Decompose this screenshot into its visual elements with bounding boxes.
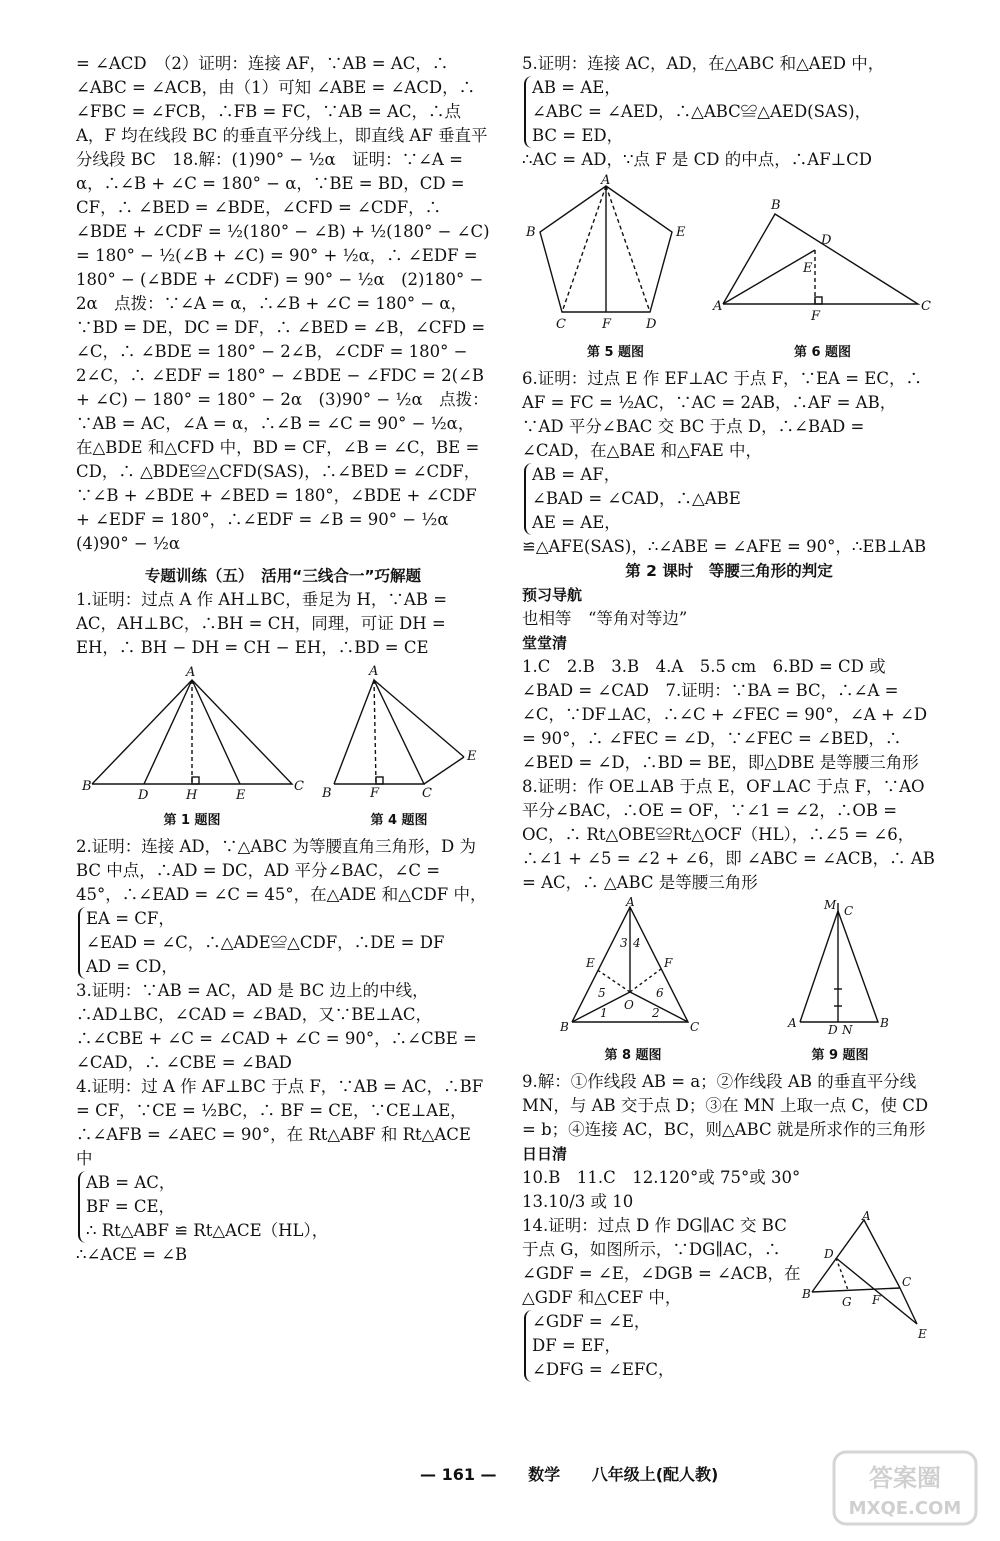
q14-condition-3: ∠DFG = ∠EFC， <box>532 1360 675 1379</box>
q2-condition-3: AD = CD， <box>86 957 178 976</box>
questions-1-7: 1.C 2.B 3.B 4.A 5.5 cm 6.BD = CD 或 ∠BAD = ∠CAD 7.证明：∵BA = BC，∴∠A = ∠C，∵DF⊥AC，∴∠C + ∠FEC = 90°，∠A + ∠D = 90°，∴ ∠FEC = ∠D，∵∠FEC = ∠BED，∴ ∠BED = ∠D，∴BD = BE，即△DBE 是等腰三角形 <box>522 657 928 772</box>
question-13: 13.10/3 或 10 <box>522 1192 634 1211</box>
q5-condition-2: ∠ABC = ∠AED，∴△ABC≌△AED(SAS)， <box>532 102 872 121</box>
svg-text:A: A <box>600 173 610 188</box>
svg-text:5: 5 <box>598 986 606 1000</box>
caption-q8: 第 8 题图 <box>604 1048 662 1063</box>
figure-q4 <box>314 662 484 833</box>
svg-text:D: D <box>138 788 149 803</box>
page-number: — 161 — <box>420 1465 497 1484</box>
figure-q5 <box>526 174 706 365</box>
svg-text:E: E <box>802 261 812 276</box>
question-2: 2.证明：连接 AD，∵△ABC 为等腰直角三角形，D 为 BC 中点，∴AD = DC，AD 平分∠BAC，∠C = 45°，∴∠EAD = ∠C = 45°，在△ADE 和△CDF 中， <box>76 837 487 904</box>
caption-q4: 第 4 题图 <box>370 813 428 828</box>
caption-q5: 第 5 题图 <box>586 345 645 360</box>
svg-text:B: B <box>525 225 536 240</box>
svg-text:B: B <box>880 1016 889 1030</box>
heading-daily: 日日清 <box>522 1145 568 1163</box>
svg-text:C: C <box>690 1020 700 1034</box>
svg-text:O: O <box>624 998 634 1012</box>
q4-condition-2: BF = CE， <box>86 1197 176 1216</box>
brace-q5 <box>524 76 871 148</box>
figure-q1 <box>82 662 302 833</box>
svg-text:D: D <box>820 233 831 248</box>
paragraph-continuation: = ∠ACD （2）证明：连接 AF，∵AB = AC，∴ ∠ABC = ∠ACB，由（1）可知 ∠ABE = ∠ACD，∴ ∠FBC = ∠FCB，∴FB = FC，∵AB = AC，∴点 A，F 均在线段 BC 的垂直平分线上，即直线 AF 垂直平分线段 BC 18.解：(1)90° − ½α 证明：∵∠A = α，∴∠B + ∠C = 180° − α，∵BE = BD，CD = CF，∴ ∠BED = ∠BDE，∠CFD = ∠CDF，∴ ∠BDE + ∠CDF = ½(180° − ∠B) + ½(180° − ∠C) = 180° − ½(∠B + ∠C) = 90° + ½α，∴ ∠EDF = 180° − (∠BDE + ∠CDF) = 90° − ½α (2)180° − 2α 点拨：∵∠A = α，∴∠B + ∠C = 180° − α，∵BD = DE，DC = DF，∴ ∠BED = ∠B，∠CFD = ∠C，∴ ∠BDE = 180° − 2∠B，∠CDF = 180° − 2∠C，∴ ∠EDF = 180° − ∠BDE − ∠FDC = 2(∠B + ∠C) − 180° = 180° − 2α (3)90° − ½α 点拨：∵AB = AC，∠A = α，∴∠B = ∠C = 90° − ½α，在△BDE 和△CFD 中，BD = CF，∠B = ∠C，BE = CD，∴ △BDE≌△CFD(SAS)，∴∠BED = ∠CDF，∵∠B + ∠BDE + ∠BED = 180°，∠BDE + ∠CDF + ∠EDF = 180°，∴∠EDF = ∠B = 90° − ½α (4)90° − ½α <box>76 54 490 553</box>
svg-text:2: 2 <box>652 1006 660 1020</box>
q14-block <box>522 1209 936 1382</box>
svg-text:E: E <box>586 956 595 970</box>
svg-text:4: 4 <box>633 936 641 950</box>
watermark-logo <box>830 1448 980 1528</box>
svg-text:C: C <box>294 779 304 794</box>
heading-in-class: 堂堂清 <box>522 634 568 652</box>
question-4: 4.证明：过 A 作 AF⊥BC 于点 F，∵AB = AC，∴BF = CF，∵CE = ½BC，∴ BF = CE，∵CE⊥AE，∴∠AFB = ∠AEC = 90°，在 Rt△ABF 和 Rt△ACE 中 <box>76 1077 484 1168</box>
left-column <box>76 52 490 1267</box>
diagram-q4 <box>314 662 484 802</box>
brace-q14 <box>524 1310 674 1382</box>
q5-condition-1: AB = AE， <box>532 78 621 97</box>
figure-q8 <box>558 897 708 1068</box>
svg-text:E: E <box>236 788 246 803</box>
svg-text:F: F <box>872 1293 881 1307</box>
svg-text:E: E <box>918 1327 927 1341</box>
question-5: 5.证明：连接 AC，AD，在△ABC 和△AED 中， <box>522 54 885 73</box>
svg-text:A: A <box>186 665 196 680</box>
caption-q1: 第 1 题图 <box>163 813 221 828</box>
subject-label: 数学 <box>528 1465 561 1484</box>
svg-text:6: 6 <box>656 986 664 1000</box>
brace-q2 <box>78 907 444 979</box>
svg-text:A: A <box>862 1209 871 1223</box>
figure-q6 <box>713 184 933 365</box>
svg-text:A: A <box>626 895 635 909</box>
q2-condition-1: EA = CF， <box>86 909 175 928</box>
svg-text:C: C <box>555 317 566 332</box>
diagram-q14 <box>802 1209 932 1354</box>
question-8: 8.证明：作 OE⊥AB 于点 E，OF⊥AC 于点 F，∵AO 平分∠BAC，∴OE = OF，∵∠1 = ∠2，∴OB = OC，∴ Rt△OBE≌Rt△OCF（HL），∴∠5 = ∠6，∴∠1 + ∠5 = ∠2 + ∠6，即 ∠ABC = ∠ACB，∴ AB = AC，∴ △ABC 是等腰三角形 <box>522 777 935 892</box>
svg-text:3: 3 <box>620 936 628 950</box>
svg-text:B: B <box>82 779 92 794</box>
svg-text:答案圈: 答案圈 <box>869 1464 941 1492</box>
questions-10-12: 10.B 11.C 12.120°或 75°或 30° <box>522 1168 801 1187</box>
page-footer <box>420 1462 840 1485</box>
svg-text:C: C <box>844 904 854 918</box>
svg-text:B: B <box>770 198 781 213</box>
question-9: 9.解：①作线段 AB = a；②作线段 AB 的垂直平分线 MN，与 AB 交于点 D；③在 MN 上取一点 C，使 CD = b；④连接 AC，BC，则△ABC 就是所求作的三角形 <box>522 1072 929 1139</box>
svg-text:F: F <box>664 956 673 970</box>
question-14: 14.证明：过点 D 作 DG∥AC 交 BC 于点 G，如图所示，∵DG∥AC，∴ ∠GDF = ∠E，∠DGB = ∠ACB，在△GDF 和△CEF 中， <box>522 1216 801 1307</box>
svg-text:F: F <box>810 309 820 324</box>
right-column <box>522 52 936 1382</box>
svg-text:F: F <box>601 317 611 332</box>
figure-row-8-9 <box>522 897 936 1068</box>
svg-text:E: E <box>675 225 685 240</box>
q5-condition-3: BC = ED， <box>532 126 624 145</box>
diagram-q8 <box>558 897 708 1037</box>
figure-row-5-6 <box>522 174 936 365</box>
section-title-special-training: 专题训练（五） 活用“三线合一”巧解题 <box>144 567 422 585</box>
grade-label: 八年级上(配人教) <box>591 1465 719 1484</box>
q2-condition-2: ∠EAD = ∠C，∴△ADE≌△CDF，∴DE = DF <box>86 933 445 952</box>
caption-q9: 第 9 题图 <box>811 1048 869 1063</box>
svg-text:G: G <box>842 1295 852 1309</box>
figure-q9 <box>780 897 900 1068</box>
q14-condition-2: DF = EF， <box>532 1336 621 1355</box>
svg-text:B: B <box>802 1287 811 1301</box>
q6-conclusion: ≌△AFE(SAS)，∴∠ABE = ∠AFE = 90°，∴EB⊥AB <box>522 537 927 556</box>
q14-text <box>522 1214 802 1382</box>
svg-text:F: F <box>370 786 380 801</box>
preview-answer: 也相等 “等角对等边” <box>522 609 688 628</box>
svg-text:D: D <box>828 1023 838 1037</box>
q4-condition-1: AB = AC， <box>86 1173 176 1192</box>
diagram-q9 <box>780 897 900 1037</box>
svg-text:E: E <box>467 749 477 764</box>
q5-conclusion: ∴AC = AD，∵点 F 是 CD 的中点，∴AF⊥CD <box>522 150 873 169</box>
q4-condition-3: ∴ Rt△ABF ≌ Rt△ACE（HL）， <box>86 1221 329 1240</box>
diagram-q5 <box>526 174 706 334</box>
diagram-q1 <box>82 662 302 802</box>
diagram-q6 <box>713 184 933 334</box>
figure-row-1-4 <box>76 662 490 833</box>
question-6: 6.证明：过点 E 作 EF⊥AC 于点 F，∵EA = EC，∴ AF = FC = ½AC，∵AC = 2AB，∴AF = AB，∵AD 平分∠BAC 交 BC 于点 D，∴∠BAD = ∠CAD，在△BAE 和△FAE 中， <box>522 369 922 460</box>
svg-text:C: C <box>422 786 432 801</box>
svg-text:B: B <box>322 786 332 801</box>
question-3: 3.证明：∵AB = AC，AD 是 BC 边上的中线，∴AD⊥BC，∠CAD = ∠BAD，又∵BE⊥AC，∴∠CBE + ∠C = ∠CAD + ∠C = 90°，∴∠CBE = ∠CAD，∴ ∠CBE = ∠BAD <box>76 981 477 1072</box>
svg-text:MXQE.COM: MXQE.COM <box>848 1498 962 1519</box>
q6-condition-1: AB = AF， <box>532 465 621 484</box>
caption-q6: 第 6 题图 <box>793 345 852 360</box>
svg-text:B: B <box>560 1020 569 1034</box>
q14-condition-1: ∠GDF = ∠E， <box>532 1312 651 1331</box>
svg-text:M: M <box>824 898 837 912</box>
svg-text:A: A <box>369 664 379 679</box>
svg-text:N: N <box>842 1023 853 1037</box>
svg-text:C: C <box>920 299 931 314</box>
svg-text:A: A <box>712 299 722 314</box>
svg-text:A: A <box>788 1016 797 1030</box>
brace-q4 <box>78 1171 328 1243</box>
svg-text:1: 1 <box>600 1006 608 1020</box>
question-1: 1.证明：过点 A 作 AH⊥BC，垂足为 H，∵AB = AC，AH⊥BC，∴BH = CH，同理，可证 DH = EH，∴ BH − DH = CH − EH，∴BD = CE <box>76 590 448 657</box>
svg-text:H: H <box>186 788 198 803</box>
brace-q6 <box>524 463 741 535</box>
svg-text:D: D <box>645 317 656 332</box>
heading-preview: 预习导航 <box>522 586 583 604</box>
section-title-lesson-2: 第 2 课时 等腰三角形的判定 <box>625 562 833 580</box>
q6-condition-3: AE = AE， <box>532 513 621 532</box>
q4-conclusion: ∴∠ACE = ∠B <box>76 1245 188 1264</box>
svg-text:C: C <box>902 1275 912 1289</box>
q6-condition-2: ∠BAD = ∠CAD，∴△ABE <box>532 489 741 508</box>
svg-text:D: D <box>824 1247 834 1261</box>
